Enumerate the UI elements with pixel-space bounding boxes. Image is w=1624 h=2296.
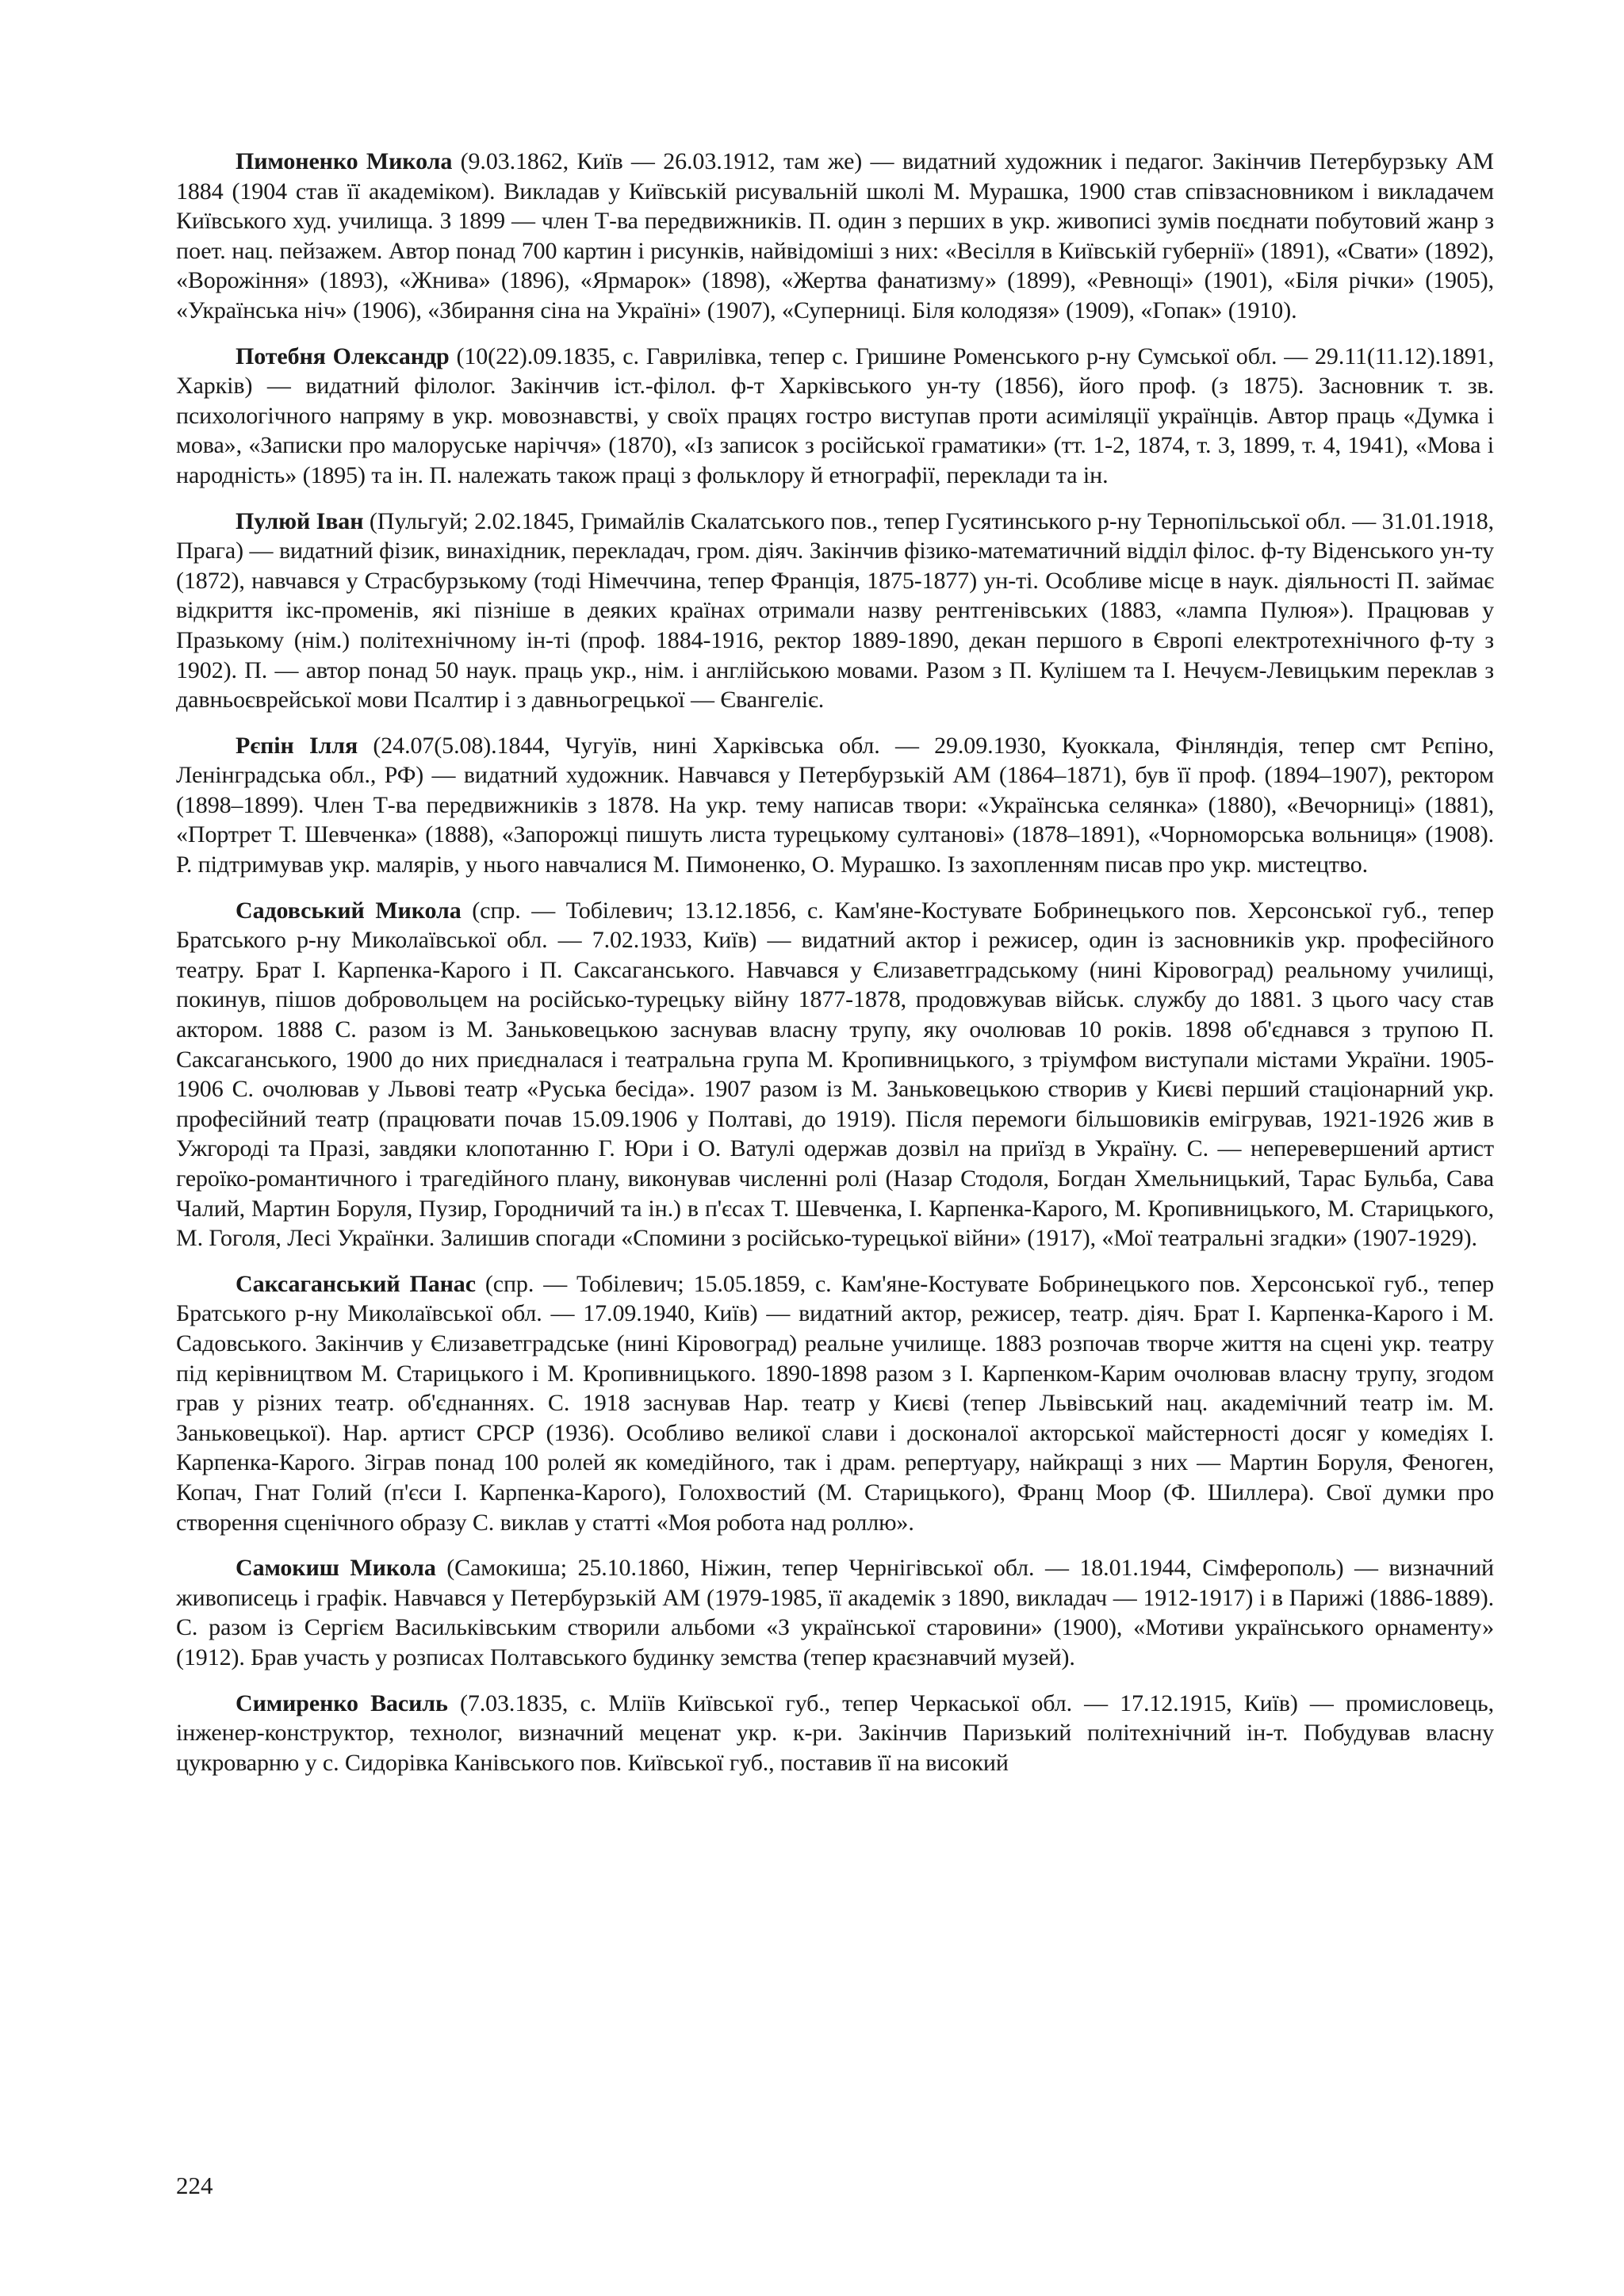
entry-text: (Пульгуй; 2.02.1845, Гримайлів Скалатського пов., тепер Гусятинського р-ну Тернопільської обл. — 31.01.1918, Прага) — видатний фізик, винахідник, перекладач, гром. діяч. Закінчив фізико-математичний відділ філос. ф-ту Віденського ун-ту (1872), навчався у Страсбурзькому (тоді Німеччина, тепер Франція, 1875-1877) ун-ті. Особливе місце в наук. діяльності П. займає відкриття ікс-променів, які пізніше в деяких країнах отримали назву рентгенівських (1883, «лампа Пулюя»). Працював у Празькому (нім.) політехнічному ін-ті (проф. 1884-1916, ректор 1889-1890, декан першого в Європі електротехнічного ф-ту з 1902). П. — автор понад 50 наук. праць укр., нім. і англійською мовами. Разом з П. Кулішем та І. Нечуєм-Левицьким переклав з давньоєврейської мови Псалтир і з давньогрецької — Євангеліє. — [176, 507, 1495, 714]
entry-name: Пимоненко Микола — [236, 148, 453, 174]
entry-text: (24.07(5.08).1844, Чугуїв, нині Харківська обл. — 29.09.1930, Куоккала, Фінляндія, тепер смт Рєпіно, Ленінградська обл., РФ) — видатний художник. Навчався у Петербурзькій АМ (1864–1871), був її проф. (1894–1907), ректором (1898–1899). Член Т-ва передвижників з 1878. На укр. тему написав твори: «Українська селянка» (1880), «Вечорниці» (1881), «Портрет Т. Шевченка» (1888), «Запорожці пишуть листа турецькому султанові» (1878–1891), «Чорноморська вольниця» (1908). Р. підтримував укр. малярів, у нього навчалися М. Пимоненко, О. Мурашко. Із захопленням писав про укр. мистецтво. — [176, 732, 1494, 878]
entry-name: Потебня Олександр — [236, 342, 450, 369]
entry-name: Саксаганський Панас — [236, 1270, 476, 1297]
entry-name: Симиренко Василь — [236, 1689, 448, 1716]
entry-sadovskyi — [176, 896, 1494, 1253]
entry-symyrenko — [176, 1689, 1494, 1778]
page-number: 224 — [176, 2172, 213, 2199]
entry-text: (9.03.1862, Київ — 26.03.1912, там же) — видатний художник і педагог. Закінчив Петербурзьку АМ 1884 (1904 став її академіком). Викладав у Київській рисувальній школі М. Мурашка, 1900 став співзасновником і викладачем Київського худ. училища. З 1899 — член Т-ва передвижників. П. один з перших в укр. живописі зумів поєднати побутовий жанр з поет. нац. пейзажем. Автор понад 700 картин і рисунків, найвідоміші з них: «Весілля в Київській губернії» (1891), «Свати» (1892), «Ворожіння» (1893), «Жнива» (1896), «Ярмарок» (1898), «Жертва фанатизму» (1899), «Ревнощі» (1901), «Біля річки» (1905), «Українська ніч» (1906), «Збирання сіна на Україні» (1907), «Суперниці. Біля колодязя» (1909), «Гопак» (1910). — [176, 148, 1494, 323]
entry-samokysh — [176, 1553, 1494, 1672]
entry-potebnia — [176, 342, 1494, 491]
entry-text: (10(22).09.1835, с. Гаврилівка, тепер с. Гришине Роменського р-ну Сумської обл. — 29.11(11.12).1891, Харків) — видатний філолог. Закінчив іст.-філол. ф-т Харківського ун-ту (1856), його проф. (з 1875). Засновник т. зв. психологічного напряму в укр. мовознавстві, у своїх працях гостро виступав проти асиміляції українців. Автор праць «Думка і мова», «Записки про малоруське наріччя» (1870), «Із записок з російської граматики» (тт. 1-2, 1874, т. 3, 1899, т. 4, 1941), «Мова і народність» (1895) та ін. П. належать також праці з фольклору й етнографії, переклади та ін. — [176, 342, 1494, 488]
entry-saksahanskyi — [176, 1269, 1494, 1537]
entry-text: (Самокиша; 25.10.1860, Ніжин, тепер Чернігівської обл. — 18.01.1944, Сімферополь) — визначний живописець і графік. Навчався у Петербурзькій АМ (1979-1985, її академік з 1890, викладач — 1912-1917) і в Парижі (1886-1889). С. разом із Сергієм Васильківським створили альбоми «З української старовини» (1900), «Мотиви українського орнаменту» (1912). Брав участь у розписах Полтавського будинку земства (тепер краєзнавчий музей). — [176, 1555, 1494, 1670]
entry-text: (спр. — Тобілевич; 13.12.1856, с. Кам'яне-Костувате Бобринецького пов. Херсонської губ., тепер Братського р-ну Миколаївської обл. — 7.02.1933, Київ) — видатний актор і режисер, один із засновників укр. професійного театру. Брат І. Карпенка-Карого і П. Саксаганського. Навчався у Єлизаветградському (нині Кіровоград) реальному училищі, покинув, пішов добровольцем на російсько-турецьку війну 1877-1878, продовжував військ. службу до 1881. З цього часу став актором. 1888 С. разом із М. Заньковецькою заснував власну трупу, яку очолював 10 років. 1898 об'єднався з трупою П. Саксаганського, 1900 до них приєдналася і театральна група М. Кропивницького, з тріумфом виступали містами України. 1905-1906 С. очолював у Львові театр «Руська бесіда». 1907 разом із М. Заньковецькою створив у Києві перший стаціонарний укр. професійний театр (працювати почав 15.09.1906 у Полтаві, до 1919). Після перемоги більшовиків емігрував, 1921-1926 жив в Ужгороді та Празі, завдяки клопотанню Г. Юри і О. Ватулі одержав дозвіл на приїзд в Україну. С. — неперевершений артист героїко-романтичного і трагедійного плану, виконував численні ролі (Назар Стодоля, Богдан Хмельницький, Тарас Бульба, Сава Чалий, Мартин Боруля, Пузир, Городничий та ін.) в п'єсах Т. Шевченка, І. Карпенка-Карого, М. Кропивницького, М. Старицького, М. Гоголя, Лесі Українки. Залишив спогади «Спомини з російсько-турецької війни» (1917), «Мої театральні згадки» (1907-1929). — [176, 897, 1494, 1252]
document-page — [176, 147, 1494, 1793]
entry-pymonenko — [176, 147, 1494, 326]
entry-text: (7.03.1835, с. Мліїв Київської губ., тепер Черкаської обл. — 17.12.1915, Київ) — промисловець, інженер-конструктор, технолог, визначний меценат укр. к-ри. Закінчив Паризький політехнічний ін-т. Побудував власну цукроварню у с. Сидорівка Канівського пов. Київської губ., поставив її на високий — [176, 1689, 1494, 1776]
entry-name: Пулюй Іван — [236, 507, 364, 534]
entry-puliui — [176, 507, 1494, 715]
entry-name: Самокиш Микола — [236, 1555, 436, 1582]
entry-name: Садовський Микола — [236, 897, 462, 924]
entry-repin — [176, 731, 1494, 880]
entry-text: (спр. — Тобілевич; 15.05.1859, с. Кам'яне-Костувате Бобринецького пов. Херсонської губ., тепер Братського р-ну Миколаївської обл. — 17.09.1940, Київ) — видатний актор, режисер, театр. діяч. Брат І. Карпенка-Карого і М. Садовського. Закінчив у Єлизаветградське (нині Кіровоград) реальне училище. 1883 розпочав творче життя на сцені укр. театру під керівництвом М. Старицького і М. Кропивницького. 1890-1898 разом з І. Карпенком-Карим очолював власну трупу, згодом грав у різних театр. об'єднаннях. С. 1918 заснував Нар. театр у Києві (тепер Львівський нац. академічний театр ім. М. Заньковецької). Нар. артист СРСР (1936). Особливо великої слави і досконалої акторської майстерності досяг у комедіях І. Карпенка-Карого. Зіграв понад 100 ролей як комедійного, так і драм. репертуару, найкращі з них — Мартин Боруля, Феноген, Копач, Гнат Голий (п'єси І. Карпенка-Карого), Голохвостий (М. Старицького), Франц Моор (Ф. Шиллера). Свої думки про створення сценічного образу С. виклав у статті «Моя робота над роллю». — [176, 1270, 1494, 1536]
entry-name: Рєпін Ілля — [236, 732, 358, 759]
